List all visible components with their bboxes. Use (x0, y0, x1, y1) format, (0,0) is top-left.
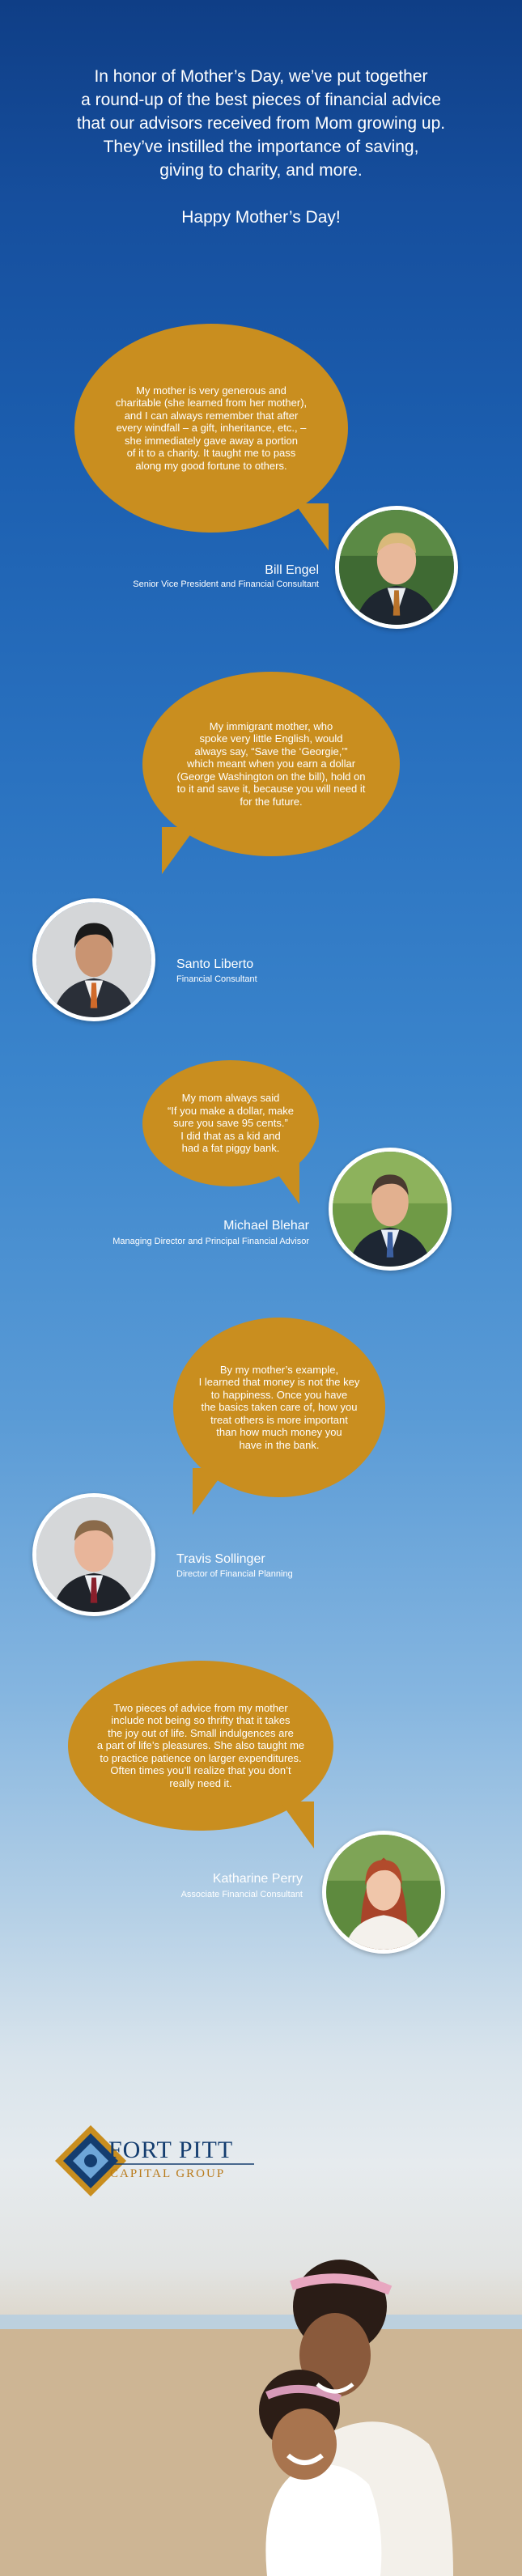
quote-line: for the future. (240, 795, 303, 808)
avatar-michael-blehar (329, 1148, 452, 1271)
advisor-title: Managing Director and Principal Financial Advisor (112, 1237, 309, 1246)
quote-bubble-bill-engel (74, 324, 348, 533)
intro-line: that our advisors received from Mom growing up. (76, 114, 446, 133)
advisor-name: Travis Sollinger (176, 1552, 265, 1566)
quote-line: sure you save 95 cents.” (173, 1117, 288, 1130)
intro-line: giving to charity, and more. (159, 161, 363, 180)
avatar-bill-engel (335, 506, 458, 629)
quote-line: include not being so thrifty that it takes (111, 1714, 291, 1727)
quote-line: My immigrant mother, who (209, 719, 333, 732)
portrait-image (333, 1152, 448, 1267)
intro-line: They’ve instilled the importance of saving, (103, 138, 419, 156)
mother-daughter-photo (0, 2201, 522, 2576)
quote-line: had a fat piggy bank. (181, 1142, 280, 1155)
quote-line: have in the bank. (239, 1438, 320, 1451)
avatar-katharine-perry (322, 1831, 445, 1954)
logo-subtitle: CAPITAL GROUP (110, 2167, 226, 2180)
quote-line: My mother is very generous and (136, 384, 286, 397)
intro-line: a round-up of the best pieces of financial advice (81, 91, 441, 109)
advisor-title: Associate Financial Consultant (180, 1890, 303, 1899)
quote-line: the basics taken care of, how you (201, 1401, 358, 1414)
quote-line: of it to a charity. It taught me to pass (126, 447, 296, 460)
advisor-title: Director of Financial Planning (176, 1569, 293, 1579)
avatar-santo-liberto (32, 898, 155, 1021)
avatar-travis-sollinger (32, 1493, 155, 1616)
portrait-image (36, 902, 151, 1017)
intro-line: In honor of Mother’s Day, we’ve put together (94, 67, 428, 86)
quote-line: to happiness. Once you have (210, 1388, 348, 1401)
quote-line: treat others is more important (210, 1413, 348, 1426)
advisor-name: Michael Blehar (223, 1219, 309, 1233)
quote-line: spoke very little English, would (199, 732, 343, 745)
quote-line: and I can always remember that after (124, 409, 299, 422)
advisor-title: Financial Consultant (176, 974, 257, 984)
quote-line: really need it. (169, 1776, 232, 1789)
portrait-image (326, 1835, 441, 1950)
quote-line: I learned that money is not the key (198, 1376, 360, 1389)
portrait-image (36, 1497, 151, 1612)
advisor-name: Santo Liberto (176, 957, 254, 971)
quote-line: charitable (she learned from her mother), (115, 397, 308, 410)
logo-name: FORT PITT (108, 2137, 234, 2163)
portrait-image (339, 510, 454, 625)
quote-line: the joy out of life. Small indulgences are (108, 1726, 294, 1739)
quote-line: a part of life’s pleasures. She also taught me (96, 1739, 305, 1752)
quote-line: than how much money you (216, 1426, 342, 1439)
quote-line: By my mother’s example, (219, 1363, 339, 1376)
quote-line: to it and save it, because you will need it (176, 783, 366, 796)
quote-line: always say, “Save the ‘Georgie,’” (194, 745, 348, 758)
quote-bubble-michael-blehar (142, 1060, 319, 1186)
quote-line: she immediately gave away a portion (125, 434, 298, 447)
advisor-title: Senior Vice President and Financial Consultant (133, 579, 319, 589)
quote-line: My mom always said (181, 1092, 280, 1105)
quote-line: “If you make a dollar, make (167, 1104, 295, 1117)
quote-bubble-katharine-perry (68, 1661, 333, 1831)
quote-line: along my good fortune to others. (135, 459, 287, 472)
quote-line: every windfall – a gift, inheritance, etc., – (116, 422, 307, 435)
advisor-name: Bill Engel (265, 563, 319, 577)
advisor-name: Katharine Perry (212, 1872, 303, 1886)
child-face (272, 2408, 337, 2480)
quote-bubble-travis-sollinger (173, 1318, 385, 1497)
quote-bubble-santo-liberto (142, 672, 400, 856)
quote-line: I did that as a kid and (180, 1129, 281, 1142)
quote-line: Two pieces of advice from my mother (113, 1701, 288, 1714)
quote-line: (George Washington on the bill), hold on (176, 770, 366, 783)
quote-line: to practice patience on larger expenditures. (100, 1751, 302, 1764)
greeting: Happy Mother’s Day! (181, 208, 341, 227)
quote-line: Often times you’ll realize that you don’t (110, 1764, 291, 1777)
intro-text (49, 65, 473, 229)
quote-line: which meant when you earn a dollar (186, 758, 356, 770)
